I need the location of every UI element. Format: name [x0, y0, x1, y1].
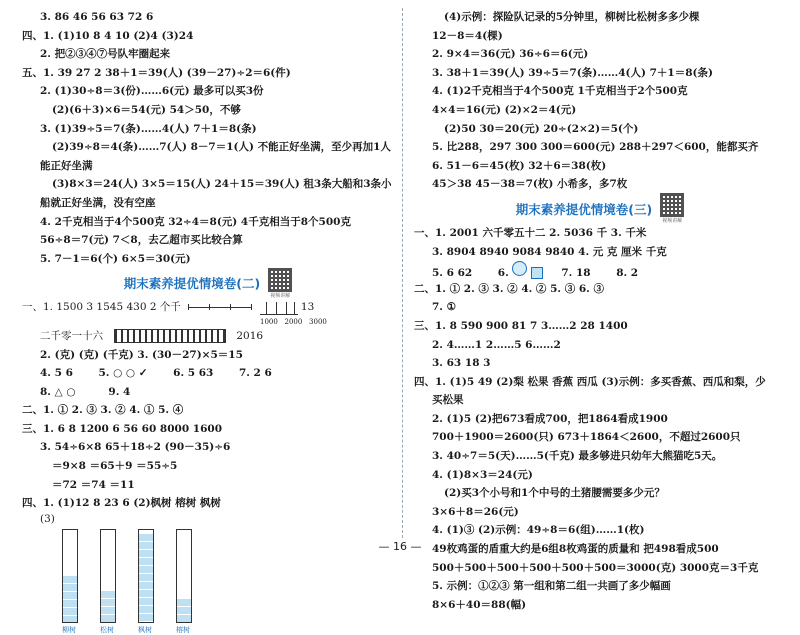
left-answers-mid — [22, 401, 394, 513]
answer-line: 3. 63 18 3 — [432, 357, 491, 370]
answer-line: 3. 86 46 56 63 72 6 — [40, 11, 154, 23]
answer-line: 买松果 — [432, 394, 464, 407]
section-title-3 — [414, 194, 786, 224]
answer-line: 3. (1)39÷5＝7(条)……4(人) 7＋1＝8(条) — [40, 122, 257, 135]
answer-line: (2)(6＋3)×6＝54(元) 54＞50，不够 — [52, 103, 241, 116]
section-title-text: 期末素养提优情境卷(二) — [123, 276, 261, 292]
answer-line: 三、1. 6 8 1200 6 56 60 8000 1600 — [22, 422, 223, 435]
answer-line: 四、1. (1)12 8 23 6 (2)枫树 榕树 枫树 — [22, 497, 221, 510]
answer-line: 4. 5 6 5. ○ ○ ✓ 6. 5 63 7. 2 6 — [40, 367, 272, 380]
qr-code-icon: 视频讲解 — [660, 193, 684, 224]
answer-line: ＝9×8 ＝65＋9 ＝55÷5 — [52, 460, 178, 473]
square-shape-icon — [531, 267, 543, 279]
answer-line: 船就正好坐满，没有空座 — [40, 196, 156, 209]
answer-line: 7. ① — [432, 301, 457, 314]
column-divider — [402, 8, 403, 538]
right-column — [414, 8, 786, 614]
answer-line: 3. 54÷6×8 65＋18÷2 (90－35)÷6 — [40, 441, 231, 454]
answer-line: 5. 比288，297 300 300＝600(元) 288＋297＜600，能都买齐 — [432, 141, 759, 154]
answer-line: 五、1. 39 27 2 38＋1＝39(人) (39－27)÷2＝6(件) — [22, 66, 291, 79]
bar-label: 柳树 — [62, 625, 76, 634]
answer-line: 三、1. 8 590 900 81 7 3……2 28 1400 — [414, 319, 628, 332]
answer-line: 二、1. ① 2. ③ 3. ② 4. ② 5. ③ 6. ③ — [414, 282, 604, 295]
answer-line: 四、1. (1)10 8 4 10 (2)4 (3)24 — [22, 29, 194, 42]
number-line-labels: 1000 2000 3000 — [260, 317, 327, 326]
answer-line: 2. (1)30÷8＝3(份)……6(元) 最多可以买3份 — [40, 85, 264, 98]
answer-line: 2. (1)5 (2)把673看成700，把1864看成1900 — [432, 412, 668, 425]
bar-fill-0 — [63, 576, 77, 622]
right-answers-a — [414, 224, 786, 261]
abacus-bead-icon — [114, 329, 226, 343]
answer-line: ＝72 ＝74 ＝11 — [52, 478, 135, 491]
bar-label: 松树 — [100, 625, 114, 634]
answer-line: 4. 2千克相当于4个500克 32÷4＝8(元) 4千克相当于8个500克 — [40, 215, 351, 228]
answer-line: 6. 51－6＝45(枚) 32＋6＝38(枚) — [432, 159, 607, 172]
page-number: — 16 — — [378, 540, 422, 553]
answer-line: 8. △ ○ 9. 4 — [40, 385, 131, 398]
circle-shape-icon — [512, 261, 527, 276]
answer-line: 5. 7－1＝6(个) 6×5＝30(元) — [40, 252, 191, 265]
answer-line: 3×6＋8＝26(元) — [432, 505, 519, 518]
section-title-2 — [22, 268, 394, 298]
answer-line: 5. 6 62 6. 7. 18 8. 2 — [414, 261, 786, 280]
answer-line: 3. 38＋1＝39(人) 39÷5＝7(条)……4(人) 7＋1＝8(条) — [432, 66, 713, 79]
answer-line: 5. 示例：①②③ 第一组和第二组一共画了多少幅画 — [432, 580, 671, 593]
answer-line: 3. 8904 8940 9084 9840 4. 元 克 厘米 千克 — [432, 245, 667, 258]
section-title-text: 期末素养提优情境卷(三) — [515, 201, 653, 217]
answer-line: 56÷8＝7(元) 7＜8，去乙超市买比较合算 — [40, 234, 243, 247]
bar-chart-label: (3) — [40, 512, 55, 525]
answer-line: 二千零一十六 2016 — [40, 329, 264, 342]
answer-line: (4)示例：探险队记录的5分钟里，柳树比松树多多少棵 — [444, 11, 700, 23]
answer-line: 四、1. (1)5 49 (2)梨 松果 香蕉 西瓜 (3)示例：多买香蕉、西瓜和梨，少 — [414, 375, 766, 388]
abacus-icon — [260, 300, 298, 315]
number-line-icon — [188, 302, 252, 312]
answer-line: 4. (1)2千克相当于4个500克 1千克相当于2个500克 — [432, 85, 688, 98]
answer-line: 2. 9×4＝36(元) 36÷6＝6(元) — [432, 48, 589, 61]
answer-line: 能正好坐满 — [40, 159, 93, 172]
bar-label: 榕树 — [176, 625, 190, 634]
answer-line: 12－8＝4(棵) — [432, 29, 503, 42]
answer-line: 700＋1900＝2600(只) 673＋1864＜2600，不超过2600只 — [432, 431, 741, 444]
answer-line: (3)8×3＝24(人) 3×5＝15(人) 24＋15＝39(人) 租3条大船和3条小 — [52, 178, 392, 191]
answer-line: 4×4＝16(元) (2)×2＝4(元) — [432, 103, 577, 116]
answer-line: 8×6＋40＝88(幅) — [432, 598, 527, 611]
left-answers-top — [22, 8, 394, 268]
answer-line: 2. (克) (克) (千克) 3. (30－27)×5＝15 — [40, 348, 243, 361]
answer-line: 2. 把②③④⑦号队牢圈起来 — [40, 48, 171, 61]
right-answers-top — [414, 8, 786, 194]
answer-line: 2. 4……1 2……5 6……2 — [432, 338, 561, 351]
answer-line: 4. (1)8×3＝24(元) — [432, 468, 533, 481]
right-answers-b — [414, 280, 786, 615]
answer-line: 49枚鸡蛋的盾重大约是6组8枚鸡蛋的质量和 把498看成500 — [432, 543, 719, 556]
answer-line: 一、1. 1500 3 1545 430 2 个千 13 — [22, 301, 315, 314]
answer-line: 3. 40÷7＝5(天)……5(千克) 最多够进只幼年大熊猫吃5天。 — [432, 450, 723, 463]
bar-fill-1 — [101, 591, 115, 622]
qr-code-icon: 视频讲解 — [268, 268, 292, 299]
answer-line: (2)39÷8＝4(条)……7(人) 8－7＝1(人) 不能正好坐满，至少再加1人 — [52, 141, 391, 154]
answer-line: (2)买3个小号和1个中号的土猪腰需要多少元？ — [444, 487, 665, 500]
answer-line: 45＞38 45－38＝7(枚) 小希多，多7枚 — [432, 178, 628, 191]
answer-line: 一、1. 2001 六千零五十二 2. 5036 千 3. 千米 — [414, 226, 647, 239]
bar-label: 枫树 — [138, 625, 152, 634]
answer-line: 4. (1)③ (2)示例：49÷8＝6(组)……1(枚) — [432, 524, 645, 537]
answer-line: (2)50 30＝20(元) 20÷(2×2)＝5(个) — [444, 122, 639, 135]
bar-fill-3 — [177, 599, 191, 622]
answer-line: 500＋500＋500＋500＋500＋500＝3000(克) 3000克＝3千克 — [432, 561, 759, 574]
answer-line: 二、1. ① 2. ③ 3. ② 4. ① 5. ④ — [22, 404, 184, 417]
